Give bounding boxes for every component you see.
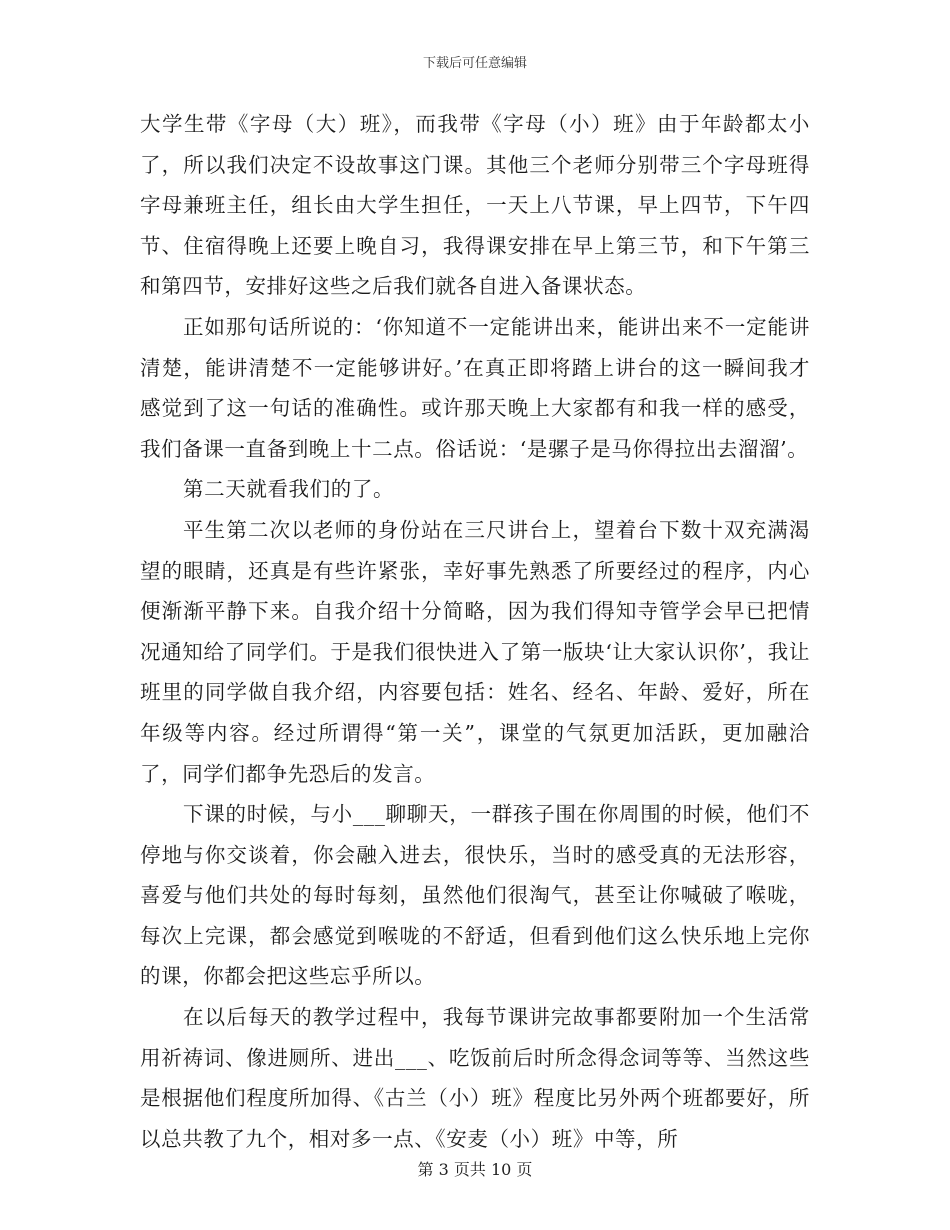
paragraph-3: 第二天就看我们的了。 — [183, 477, 395, 502]
paragraph-1: 大学生带《字母（大）班》，而我带《字母（小）班》由于年龄都太小了，所以我们决定不设故事这门课。其他三个老师分别带三个字母班得字母兼班主任，组长由大学生担任，一天上八节课，早上四节，下午四节、住宿得晚上还要上晚自习，我得课安排在早上第三节，和下午第三和第四节，安排好这些之后我们就各自进入备课状态。 — [140, 112, 810, 299]
document-body — [140, 104, 810, 1159]
paragraph-2: 正如那句话所说的：‘你知道不一定能讲出来，能讲出来不一定能讲清楚，能讲清楚不一定能够讲好。’在真正即将踏上讲台的这一瞬间我才感觉到了这一句话的准确性。或许那天晚上大家都有和我一样的感受，我们备课一直备到晚上十二点。俗话说：‘是骡子是马你得拉出去溜溜’。 — [140, 314, 810, 461]
page-footer: 第 3 页共 10 页 — [417, 1160, 533, 1179]
paragraph-6: 在以后每天的教学过程中，我每节课讲完故事都要附加一个生活常用祈祷词、像进厕所、进出___、吃饭前后时所念得念词等等、当然这些是根据他们程度所加得、《古兰（小）班》程度比另外两个班都要好，所以总共教了九个，相对多一点、《安麦（小）班》中等，所 — [140, 1005, 810, 1151]
page-header: 下载后可任意编辑 — [422, 56, 527, 71]
paragraph-5: 下课的时候，与小___聊聊天，一群孩子围在你周围的时候，他们不停地与你交谈着，你会融入进去，很快乐，当时的感受真的无法形容，喜爱与他们共处的每时每刻，虽然他们很淘气，甚至让你喊破了喉咙，每次上完课，都会感觉到喉咙的不舒适，但看到他们这么快乐地上完你的课，你都会把这些忘乎所以。 — [140, 802, 810, 989]
paragraph-4: 平生第二次以老师的身份站在三尺讲台上，望着台下数十双充满渴望的眼睛，还真是有些许紧张，幸好事先熟悉了所要经过的程序，内心便渐渐平静下来。自我介绍十分简略，因为我们得知寺管学会早已把情况通知给了同学们。于是我们很快进入了第一版块‘让大家认识你’，我让班里的同学做自我介绍，内容要包括：姓名、经名、年龄、爱好，所在年级等内容。经过所谓得“第一关”，课堂的气氛更加活跃，更加融洽了，同学们都争先恐后的发言。 — [140, 517, 810, 786]
